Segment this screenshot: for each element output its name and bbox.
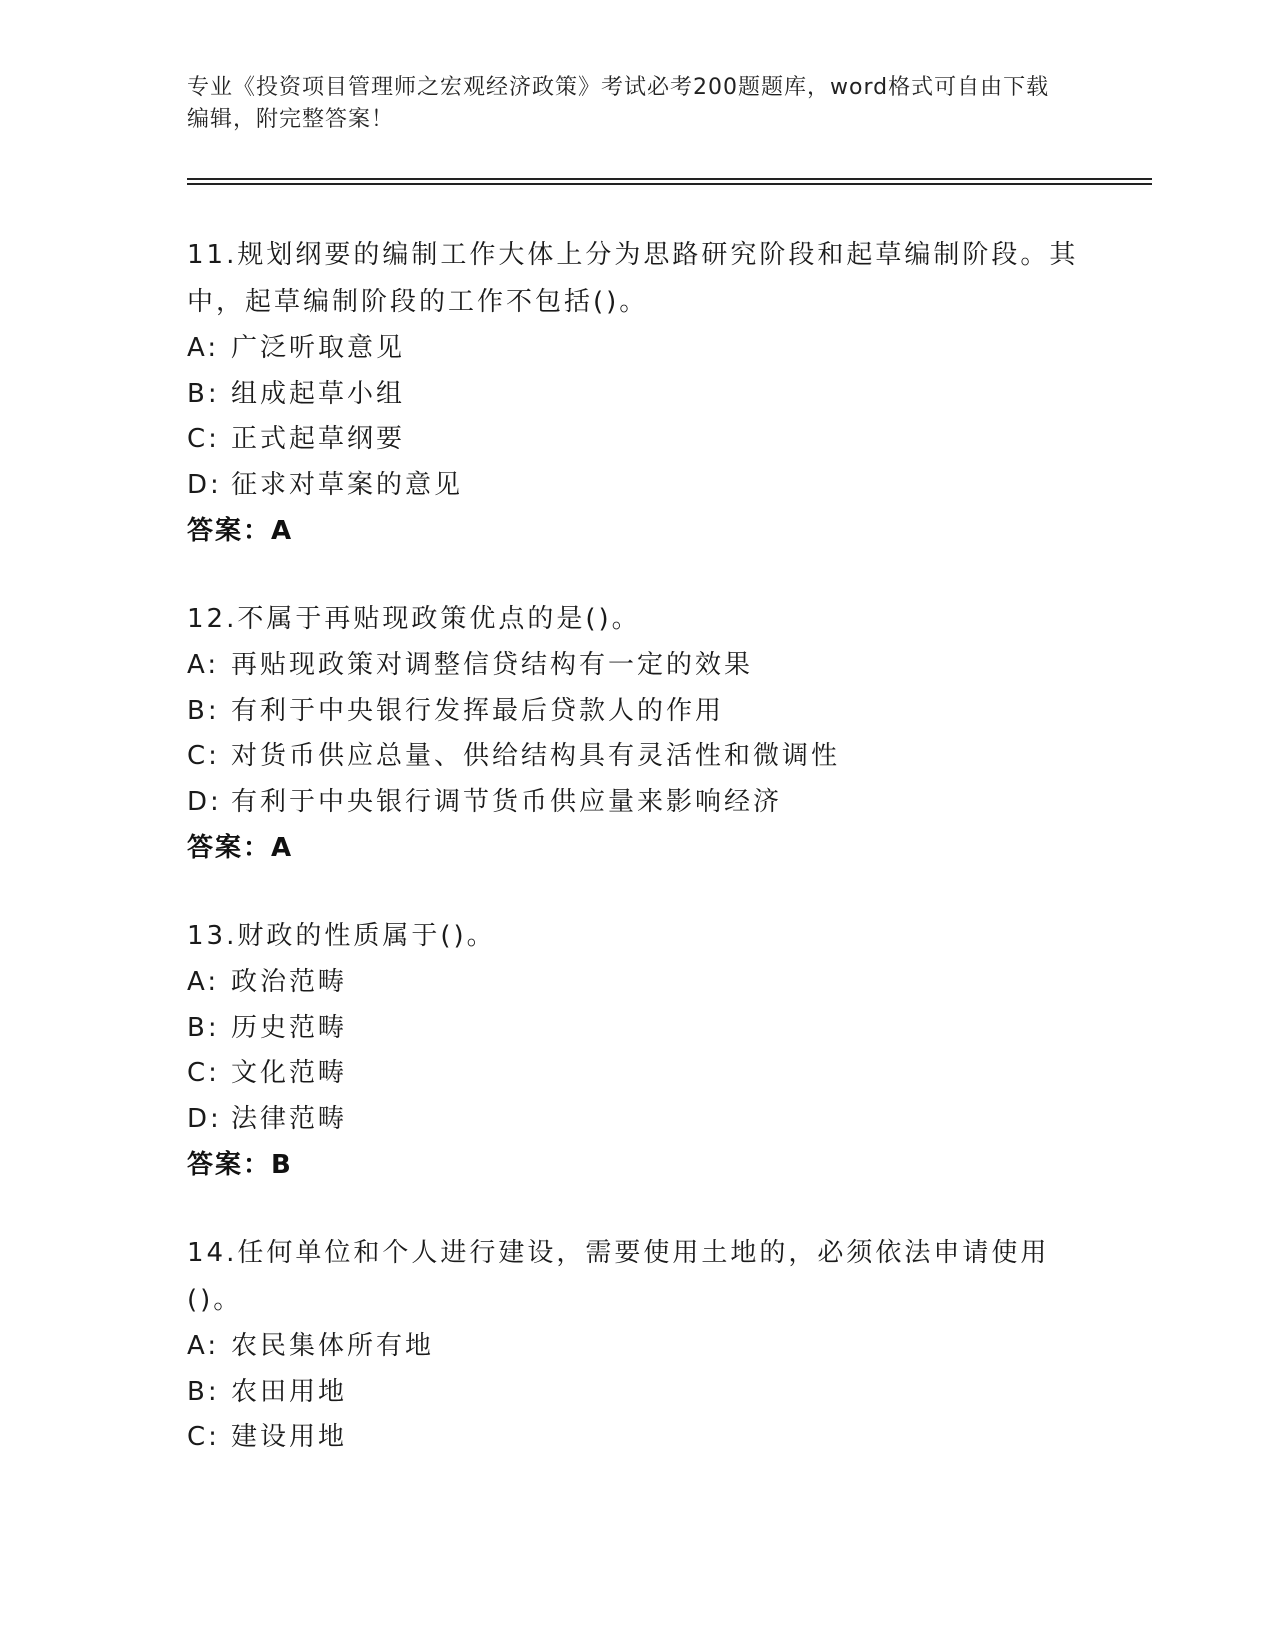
- option-letter: B:: [187, 695, 220, 726]
- option-text: 有利于中央银行调节货币供应量来影响经济: [231, 786, 783, 817]
- header-divider-bottom: [187, 183, 1152, 185]
- option-text: 再贴现政策对调整信贷结构有一定的效果: [231, 650, 754, 680]
- option-b: [187, 1370, 1087, 1416]
- option-b: [187, 689, 1087, 735]
- option-b: [187, 372, 1087, 418]
- option-text: 征求对草案的意见: [231, 469, 464, 500]
- option-d: [187, 780, 1087, 826]
- question-item: [187, 1230, 1087, 1461]
- option-text: 广泛听取意见: [231, 333, 406, 363]
- option-letter: D:: [187, 469, 222, 500]
- question-item: [187, 596, 1087, 871]
- option-c: [187, 417, 1087, 463]
- option-b: [187, 1006, 1087, 1052]
- question-stem: 14.任何单位和个人进行建设，需要使用土地的，必须依法申请使用()。: [187, 1238, 1050, 1315]
- option-text: 组成起草小组: [231, 378, 406, 409]
- option-text: 农民集体所有地: [231, 1331, 435, 1361]
- option-c: [187, 1415, 1087, 1461]
- option-letter: B:: [187, 378, 220, 409]
- option-text: 政治范畴: [231, 967, 348, 997]
- option-letter: C:: [187, 741, 220, 771]
- option-d: [187, 1097, 1087, 1143]
- option-c: [187, 1051, 1087, 1097]
- question-stem: 11.规划纲要的编制工作大体上分为思路研究阶段和起草编制阶段。其中，起草编制阶段的工作不包括()。: [187, 240, 1079, 317]
- option-text: 农田用地: [231, 1376, 348, 1407]
- answer-line: 答案：A: [187, 833, 294, 863]
- option-text: 历史范畴: [231, 1012, 348, 1043]
- option-a: [187, 326, 1087, 372]
- question-item: [187, 232, 1087, 554]
- option-letter: B:: [187, 1012, 220, 1043]
- document-intro: 专业《投资项目管理师之宏观经济政策》考试必考200题题库，word格式可自由下载编辑，附完整答案！: [187, 75, 1050, 132]
- question-list: [187, 232, 1087, 1503]
- option-a: [187, 960, 1087, 1006]
- question-stem: 13.财政的性质属于()。: [187, 921, 496, 951]
- option-a: [187, 643, 1087, 689]
- option-letter: A:: [187, 333, 220, 363]
- option-letter: C:: [187, 1422, 220, 1452]
- option-letter: B:: [187, 1376, 220, 1407]
- option-letter: D:: [187, 1103, 222, 1134]
- option-text: 正式起草纲要: [231, 424, 406, 454]
- option-text: 对货币供应总量、供给结构具有灵活性和微调性: [231, 741, 841, 771]
- header-divider-top: [187, 178, 1152, 180]
- option-letter: A:: [187, 1331, 220, 1361]
- answer-line: 答案：A: [187, 516, 294, 546]
- option-text: 建设用地: [231, 1422, 348, 1452]
- option-letter: D:: [187, 786, 222, 817]
- option-text: 有利于中央银行发挥最后贷款人的作用: [231, 695, 725, 726]
- option-text: 法律范畴: [231, 1103, 348, 1134]
- option-c: [187, 734, 1087, 780]
- question-item: [187, 913, 1087, 1188]
- option-text: 文化范畴: [231, 1058, 348, 1088]
- option-letter: A:: [187, 967, 220, 997]
- option-a: [187, 1324, 1087, 1370]
- answer-line: 答案：B: [187, 1150, 293, 1180]
- option-letter: C:: [187, 424, 220, 454]
- question-stem: 12.不属于再贴现政策优点的是()。: [187, 604, 641, 634]
- option-letter: C:: [187, 1058, 220, 1088]
- option-letter: A:: [187, 650, 220, 680]
- option-d: [187, 463, 1087, 509]
